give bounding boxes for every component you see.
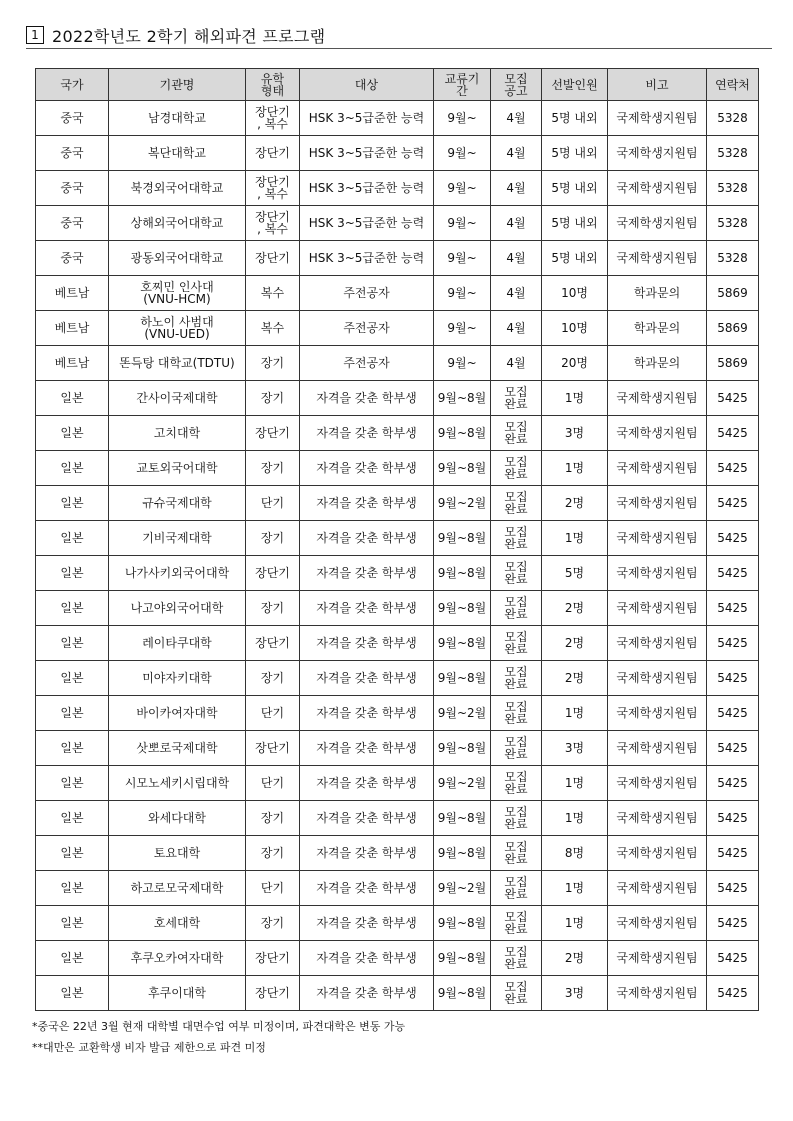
cell-eligibility: HSK 3~5급준한 능력	[300, 206, 434, 241]
table-header-row	[36, 69, 759, 101]
cell-selection-count: 3명	[542, 731, 608, 766]
cell-contact: 5425	[707, 941, 759, 976]
cell-recruit-notice: 4월	[491, 101, 542, 136]
cell-exchange-period: 9월~	[434, 241, 491, 276]
cell-contact: 5425	[707, 556, 759, 591]
table-row	[36, 941, 759, 976]
cell-eligibility: 자격을 갖춘 학부생	[300, 626, 434, 661]
cell-contact: 5328	[707, 206, 759, 241]
cell-eligibility: 자격을 갖춘 학부생	[300, 381, 434, 416]
header-recruit-notice: 모집 공고	[491, 69, 542, 101]
cell-recruit-notice: 4월	[491, 346, 542, 381]
cell-contact: 5869	[707, 311, 759, 346]
cell-country: 일본	[36, 976, 109, 1011]
cell-selection-count: 5명 내외	[542, 136, 608, 171]
table-row	[36, 521, 759, 556]
cell-exchange-period: 9월~2월	[434, 486, 491, 521]
cell-country: 일본	[36, 871, 109, 906]
cell-study-type: 복수	[246, 311, 300, 346]
table-row	[36, 976, 759, 1011]
table-body	[36, 101, 759, 1011]
cell-institution: 광동외국어대학교	[109, 241, 246, 276]
cell-recruit-notice: 모집 완료	[491, 976, 542, 1011]
cell-exchange-period: 9월~8월	[434, 976, 491, 1011]
cell-exchange-period: 9월~	[434, 276, 491, 311]
cell-selection-count: 1명	[542, 906, 608, 941]
table-row	[36, 836, 759, 871]
cell-country: 일본	[36, 626, 109, 661]
cell-study-type: 복수	[246, 276, 300, 311]
cell-remarks: 국제학생지원팀	[608, 241, 707, 276]
cell-institution: 호찌민 인사대 (VNU-HCM)	[109, 276, 246, 311]
cell-institution: 호세대학	[109, 906, 246, 941]
cell-selection-count: 10명	[542, 311, 608, 346]
cell-eligibility: HSK 3~5급준한 능력	[300, 136, 434, 171]
cell-eligibility: 자격을 갖춘 학부생	[300, 731, 434, 766]
cell-exchange-period: 9월~8월	[434, 661, 491, 696]
cell-contact: 5425	[707, 521, 759, 556]
page-title	[26, 24, 772, 46]
table-row	[36, 766, 759, 801]
cell-recruit-notice: 모집 완료	[491, 591, 542, 626]
cell-country: 일본	[36, 836, 109, 871]
cell-remarks: 학과문의	[608, 346, 707, 381]
cell-exchange-period: 9월~	[434, 346, 491, 381]
table-row	[36, 591, 759, 626]
cell-exchange-period: 9월~8월	[434, 801, 491, 836]
cell-exchange-period: 9월~8월	[434, 626, 491, 661]
cell-exchange-period: 9월~	[434, 311, 491, 346]
cell-contact: 5425	[707, 696, 759, 731]
cell-remarks: 학과문의	[608, 276, 707, 311]
cell-country: 일본	[36, 731, 109, 766]
cell-institution: 후쿠이대학	[109, 976, 246, 1011]
cell-country: 일본	[36, 416, 109, 451]
cell-institution: 토요대학	[109, 836, 246, 871]
cell-country: 중국	[36, 206, 109, 241]
cell-study-type: 장단기	[246, 241, 300, 276]
cell-exchange-period: 9월~2월	[434, 766, 491, 801]
cell-study-type: 장단기	[246, 136, 300, 171]
cell-selection-count: 5명 내외	[542, 171, 608, 206]
cell-selection-count: 5명 내외	[542, 206, 608, 241]
cell-study-type: 단기	[246, 696, 300, 731]
cell-recruit-notice: 4월	[491, 241, 542, 276]
cell-institution: 시모노세키시립대학	[109, 766, 246, 801]
cell-eligibility: 자격을 갖춘 학부생	[300, 591, 434, 626]
table-row	[36, 486, 759, 521]
cell-country: 일본	[36, 906, 109, 941]
cell-country: 중국	[36, 136, 109, 171]
cell-institution: 규슈국제대학	[109, 486, 246, 521]
cell-remarks: 국제학생지원팀	[608, 941, 707, 976]
cell-country: 일본	[36, 381, 109, 416]
header-exchange-period: 교류기 간	[434, 69, 491, 101]
cell-study-type: 장단기	[246, 416, 300, 451]
cell-eligibility: 자격을 갖춘 학부생	[300, 451, 434, 486]
table-row	[36, 206, 759, 241]
cell-study-type: 장단기	[246, 626, 300, 661]
cell-remarks: 국제학생지원팀	[608, 731, 707, 766]
cell-selection-count: 5명 내외	[542, 241, 608, 276]
header-selection-count: 선발인원	[542, 69, 608, 101]
cell-remarks: 국제학생지원팀	[608, 451, 707, 486]
cell-recruit-notice: 모집 완료	[491, 836, 542, 871]
cell-country: 중국	[36, 241, 109, 276]
table-row	[36, 381, 759, 416]
cell-eligibility: 주전공자	[300, 276, 434, 311]
cell-institution: 똔득탕 대학교(TDTU)	[109, 346, 246, 381]
cell-institution: 나고야외국어대학	[109, 591, 246, 626]
cell-institution: 복단대학교	[109, 136, 246, 171]
cell-country: 일본	[36, 591, 109, 626]
header-institution: 기관명	[109, 69, 246, 101]
table-row	[36, 101, 759, 136]
cell-exchange-period: 9월~	[434, 136, 491, 171]
footnote-china: *중국은 22년 3월 현재 대학별 대면수업 여부 미정이며, 파견대학은 변동 가능	[32, 1020, 406, 1033]
cell-institution: 하고로모국제대학	[109, 871, 246, 906]
cell-remarks: 국제학생지원팀	[608, 766, 707, 801]
cell-recruit-notice: 모집 완료	[491, 871, 542, 906]
cell-remarks: 국제학생지원팀	[608, 871, 707, 906]
cell-institution: 남경대학교	[109, 101, 246, 136]
cell-eligibility: 자격을 갖춘 학부생	[300, 766, 434, 801]
cell-country: 베트남	[36, 346, 109, 381]
cell-contact: 5425	[707, 591, 759, 626]
cell-eligibility: 주전공자	[300, 346, 434, 381]
table-row	[36, 416, 759, 451]
cell-eligibility: HSK 3~5급준한 능력	[300, 101, 434, 136]
cell-study-type: 단기	[246, 871, 300, 906]
cell-exchange-period: 9월~8월	[434, 731, 491, 766]
cell-contact: 5328	[707, 171, 759, 206]
cell-country: 일본	[36, 941, 109, 976]
cell-institution: 고치대학	[109, 416, 246, 451]
section-number: 1	[26, 26, 44, 44]
cell-institution: 북경외국어대학교	[109, 171, 246, 206]
table-row	[36, 801, 759, 836]
cell-remarks: 국제학생지원팀	[608, 381, 707, 416]
cell-country: 일본	[36, 556, 109, 591]
cell-institution: 간사이국제대학	[109, 381, 246, 416]
cell-study-type: 장기	[246, 661, 300, 696]
cell-study-type: 장단기	[246, 556, 300, 591]
cell-institution: 하노이 사범대 (VNU-UED)	[109, 311, 246, 346]
cell-remarks: 국제학생지원팀	[608, 976, 707, 1011]
cell-exchange-period: 9월~8월	[434, 381, 491, 416]
cell-recruit-notice: 모집 완료	[491, 696, 542, 731]
table-row	[36, 661, 759, 696]
cell-selection-count: 1명	[542, 766, 608, 801]
cell-remarks: 국제학생지원팀	[608, 486, 707, 521]
exchange-program-table	[35, 68, 759, 1011]
cell-institution: 삿뽀로국제대학	[109, 731, 246, 766]
cell-contact: 5425	[707, 451, 759, 486]
title-divider	[26, 48, 772, 49]
cell-country: 일본	[36, 486, 109, 521]
cell-contact: 5425	[707, 871, 759, 906]
cell-eligibility: 자격을 갖춘 학부생	[300, 521, 434, 556]
cell-recruit-notice: 모집 완료	[491, 486, 542, 521]
cell-eligibility: 자격을 갖춘 학부생	[300, 871, 434, 906]
cell-recruit-notice: 4월	[491, 276, 542, 311]
cell-eligibility: 주전공자	[300, 311, 434, 346]
cell-selection-count: 3명	[542, 416, 608, 451]
cell-recruit-notice: 모집 완료	[491, 521, 542, 556]
cell-selection-count: 1명	[542, 801, 608, 836]
cell-institution: 와세다대학	[109, 801, 246, 836]
cell-institution: 바이카여자대학	[109, 696, 246, 731]
cell-contact: 5425	[707, 731, 759, 766]
header-remarks: 비고	[608, 69, 707, 101]
header-eligibility: 대상	[300, 69, 434, 101]
table-row	[36, 451, 759, 486]
cell-remarks: 국제학생지원팀	[608, 136, 707, 171]
cell-selection-count: 8명	[542, 836, 608, 871]
cell-remarks: 국제학생지원팀	[608, 521, 707, 556]
cell-remarks: 국제학생지원팀	[608, 171, 707, 206]
cell-remarks: 국제학생지원팀	[608, 591, 707, 626]
cell-selection-count: 1명	[542, 871, 608, 906]
cell-recruit-notice: 모집 완료	[491, 556, 542, 591]
cell-remarks: 국제학생지원팀	[608, 661, 707, 696]
cell-eligibility: HSK 3~5급준한 능력	[300, 241, 434, 276]
cell-remarks: 국제학생지원팀	[608, 906, 707, 941]
cell-eligibility: 자격을 갖춘 학부생	[300, 696, 434, 731]
cell-study-type: 장기	[246, 591, 300, 626]
cell-country: 일본	[36, 451, 109, 486]
cell-exchange-period: 9월~	[434, 206, 491, 241]
cell-selection-count: 10명	[542, 276, 608, 311]
cell-contact: 5425	[707, 626, 759, 661]
title-text: 2022학년도 2학기 해외파견 프로그램	[52, 26, 326, 46]
cell-study-type: 장단기	[246, 941, 300, 976]
document-header	[26, 24, 772, 49]
cell-selection-count: 2명	[542, 486, 608, 521]
cell-study-type: 장기	[246, 906, 300, 941]
cell-selection-count: 20명	[542, 346, 608, 381]
cell-selection-count: 1명	[542, 451, 608, 486]
cell-selection-count: 2명	[542, 626, 608, 661]
cell-country: 베트남	[36, 276, 109, 311]
cell-selection-count: 5명 내외	[542, 101, 608, 136]
cell-contact: 5869	[707, 346, 759, 381]
cell-contact: 5328	[707, 101, 759, 136]
cell-study-type: 장단기	[246, 731, 300, 766]
cell-remarks: 국제학생지원팀	[608, 836, 707, 871]
cell-selection-count: 1명	[542, 381, 608, 416]
footnotes	[32, 1016, 405, 1058]
cell-selection-count: 2명	[542, 661, 608, 696]
cell-country: 중국	[36, 101, 109, 136]
cell-recruit-notice: 모집 완료	[491, 906, 542, 941]
cell-eligibility: 자격을 갖춘 학부생	[300, 556, 434, 591]
cell-country: 일본	[36, 766, 109, 801]
cell-contact: 5425	[707, 801, 759, 836]
table-row	[36, 906, 759, 941]
cell-remarks: 학과문의	[608, 311, 707, 346]
cell-study-type: 장기	[246, 801, 300, 836]
cell-study-type: 장단기 , 복수	[246, 206, 300, 241]
cell-study-type: 장기	[246, 451, 300, 486]
cell-study-type: 단기	[246, 766, 300, 801]
cell-recruit-notice: 모집 완료	[491, 801, 542, 836]
cell-study-type: 장기	[246, 381, 300, 416]
table-row	[36, 241, 759, 276]
cell-recruit-notice: 모집 완료	[491, 941, 542, 976]
table-row	[36, 346, 759, 381]
footnote-taiwan: **대만은 교환학생 비자 발급 제한으로 파견 미정	[32, 1041, 266, 1054]
cell-country: 일본	[36, 661, 109, 696]
cell-contact: 5869	[707, 276, 759, 311]
header-contact: 연락처	[707, 69, 759, 101]
cell-contact: 5328	[707, 241, 759, 276]
cell-exchange-period: 9월~	[434, 171, 491, 206]
cell-study-type: 장기	[246, 521, 300, 556]
cell-recruit-notice: 모집 완료	[491, 416, 542, 451]
cell-eligibility: 자격을 갖춘 학부생	[300, 416, 434, 451]
cell-country: 일본	[36, 696, 109, 731]
table-row	[36, 556, 759, 591]
cell-institution: 교토외국어대학	[109, 451, 246, 486]
cell-selection-count: 2명	[542, 591, 608, 626]
cell-eligibility: 자격을 갖춘 학부생	[300, 661, 434, 696]
cell-study-type: 장기	[246, 836, 300, 871]
cell-study-type: 장단기 , 복수	[246, 101, 300, 136]
table-row	[36, 311, 759, 346]
cell-remarks: 국제학생지원팀	[608, 101, 707, 136]
cell-eligibility: 자격을 갖춘 학부생	[300, 941, 434, 976]
cell-exchange-period: 9월~2월	[434, 696, 491, 731]
cell-institution: 나가사키외국어대학	[109, 556, 246, 591]
cell-selection-count: 3명	[542, 976, 608, 1011]
cell-eligibility: 자격을 갖춘 학부생	[300, 906, 434, 941]
cell-study-type: 장단기 , 복수	[246, 171, 300, 206]
cell-contact: 5425	[707, 976, 759, 1011]
table-row	[36, 696, 759, 731]
cell-recruit-notice: 모집 완료	[491, 451, 542, 486]
cell-exchange-period: 9월~8월	[434, 906, 491, 941]
cell-exchange-period: 9월~8월	[434, 451, 491, 486]
cell-contact: 5425	[707, 766, 759, 801]
cell-contact: 5425	[707, 381, 759, 416]
cell-recruit-notice: 모집 완료	[491, 661, 542, 696]
cell-country: 일본	[36, 801, 109, 836]
cell-contact: 5425	[707, 661, 759, 696]
cell-study-type: 장단기	[246, 976, 300, 1011]
cell-selection-count: 1명	[542, 521, 608, 556]
cell-remarks: 국제학생지원팀	[608, 416, 707, 451]
header-country: 국가	[36, 69, 109, 101]
cell-study-type: 장기	[246, 346, 300, 381]
cell-selection-count: 1명	[542, 696, 608, 731]
cell-institution: 미야자키대학	[109, 661, 246, 696]
cell-institution: 기비국제대학	[109, 521, 246, 556]
cell-remarks: 국제학생지원팀	[608, 626, 707, 661]
cell-exchange-period: 9월~2월	[434, 871, 491, 906]
cell-eligibility: 자격을 갖춘 학부생	[300, 486, 434, 521]
cell-recruit-notice: 4월	[491, 206, 542, 241]
cell-contact: 5328	[707, 136, 759, 171]
cell-remarks: 국제학생지원팀	[608, 556, 707, 591]
table-row	[36, 626, 759, 661]
cell-country: 베트남	[36, 311, 109, 346]
cell-exchange-period: 9월~8월	[434, 416, 491, 451]
cell-eligibility: 자격을 갖춘 학부생	[300, 801, 434, 836]
cell-eligibility: 자격을 갖춘 학부생	[300, 836, 434, 871]
cell-contact: 5425	[707, 486, 759, 521]
cell-eligibility: 자격을 갖춘 학부생	[300, 976, 434, 1011]
cell-remarks: 국제학생지원팀	[608, 801, 707, 836]
cell-institution: 상해외국어대학교	[109, 206, 246, 241]
cell-recruit-notice: 모집 완료	[491, 626, 542, 661]
cell-recruit-notice: 모집 완료	[491, 731, 542, 766]
table-row	[36, 136, 759, 171]
cell-institution: 레이타쿠대학	[109, 626, 246, 661]
cell-remarks: 국제학생지원팀	[608, 696, 707, 731]
cell-recruit-notice: 4월	[491, 136, 542, 171]
cell-country: 중국	[36, 171, 109, 206]
cell-remarks: 국제학생지원팀	[608, 206, 707, 241]
cell-institution: 후쿠오카여자대학	[109, 941, 246, 976]
cell-selection-count: 2명	[542, 941, 608, 976]
cell-selection-count: 5명	[542, 556, 608, 591]
cell-exchange-period: 9월~8월	[434, 591, 491, 626]
table-row	[36, 276, 759, 311]
cell-contact: 5425	[707, 836, 759, 871]
cell-recruit-notice: 모집 완료	[491, 381, 542, 416]
cell-contact: 5425	[707, 416, 759, 451]
cell-exchange-period: 9월~	[434, 101, 491, 136]
table-row	[36, 871, 759, 906]
cell-contact: 5425	[707, 906, 759, 941]
cell-exchange-period: 9월~8월	[434, 521, 491, 556]
table-row	[36, 171, 759, 206]
cell-exchange-period: 9월~8월	[434, 556, 491, 591]
cell-exchange-period: 9월~8월	[434, 941, 491, 976]
table-row	[36, 731, 759, 766]
cell-study-type: 단기	[246, 486, 300, 521]
cell-recruit-notice: 4월	[491, 171, 542, 206]
cell-exchange-period: 9월~8월	[434, 836, 491, 871]
cell-recruit-notice: 모집 완료	[491, 766, 542, 801]
cell-recruit-notice: 4월	[491, 311, 542, 346]
cell-eligibility: HSK 3~5급준한 능력	[300, 171, 434, 206]
cell-country: 일본	[36, 521, 109, 556]
header-study-type: 유학 형태	[246, 69, 300, 101]
